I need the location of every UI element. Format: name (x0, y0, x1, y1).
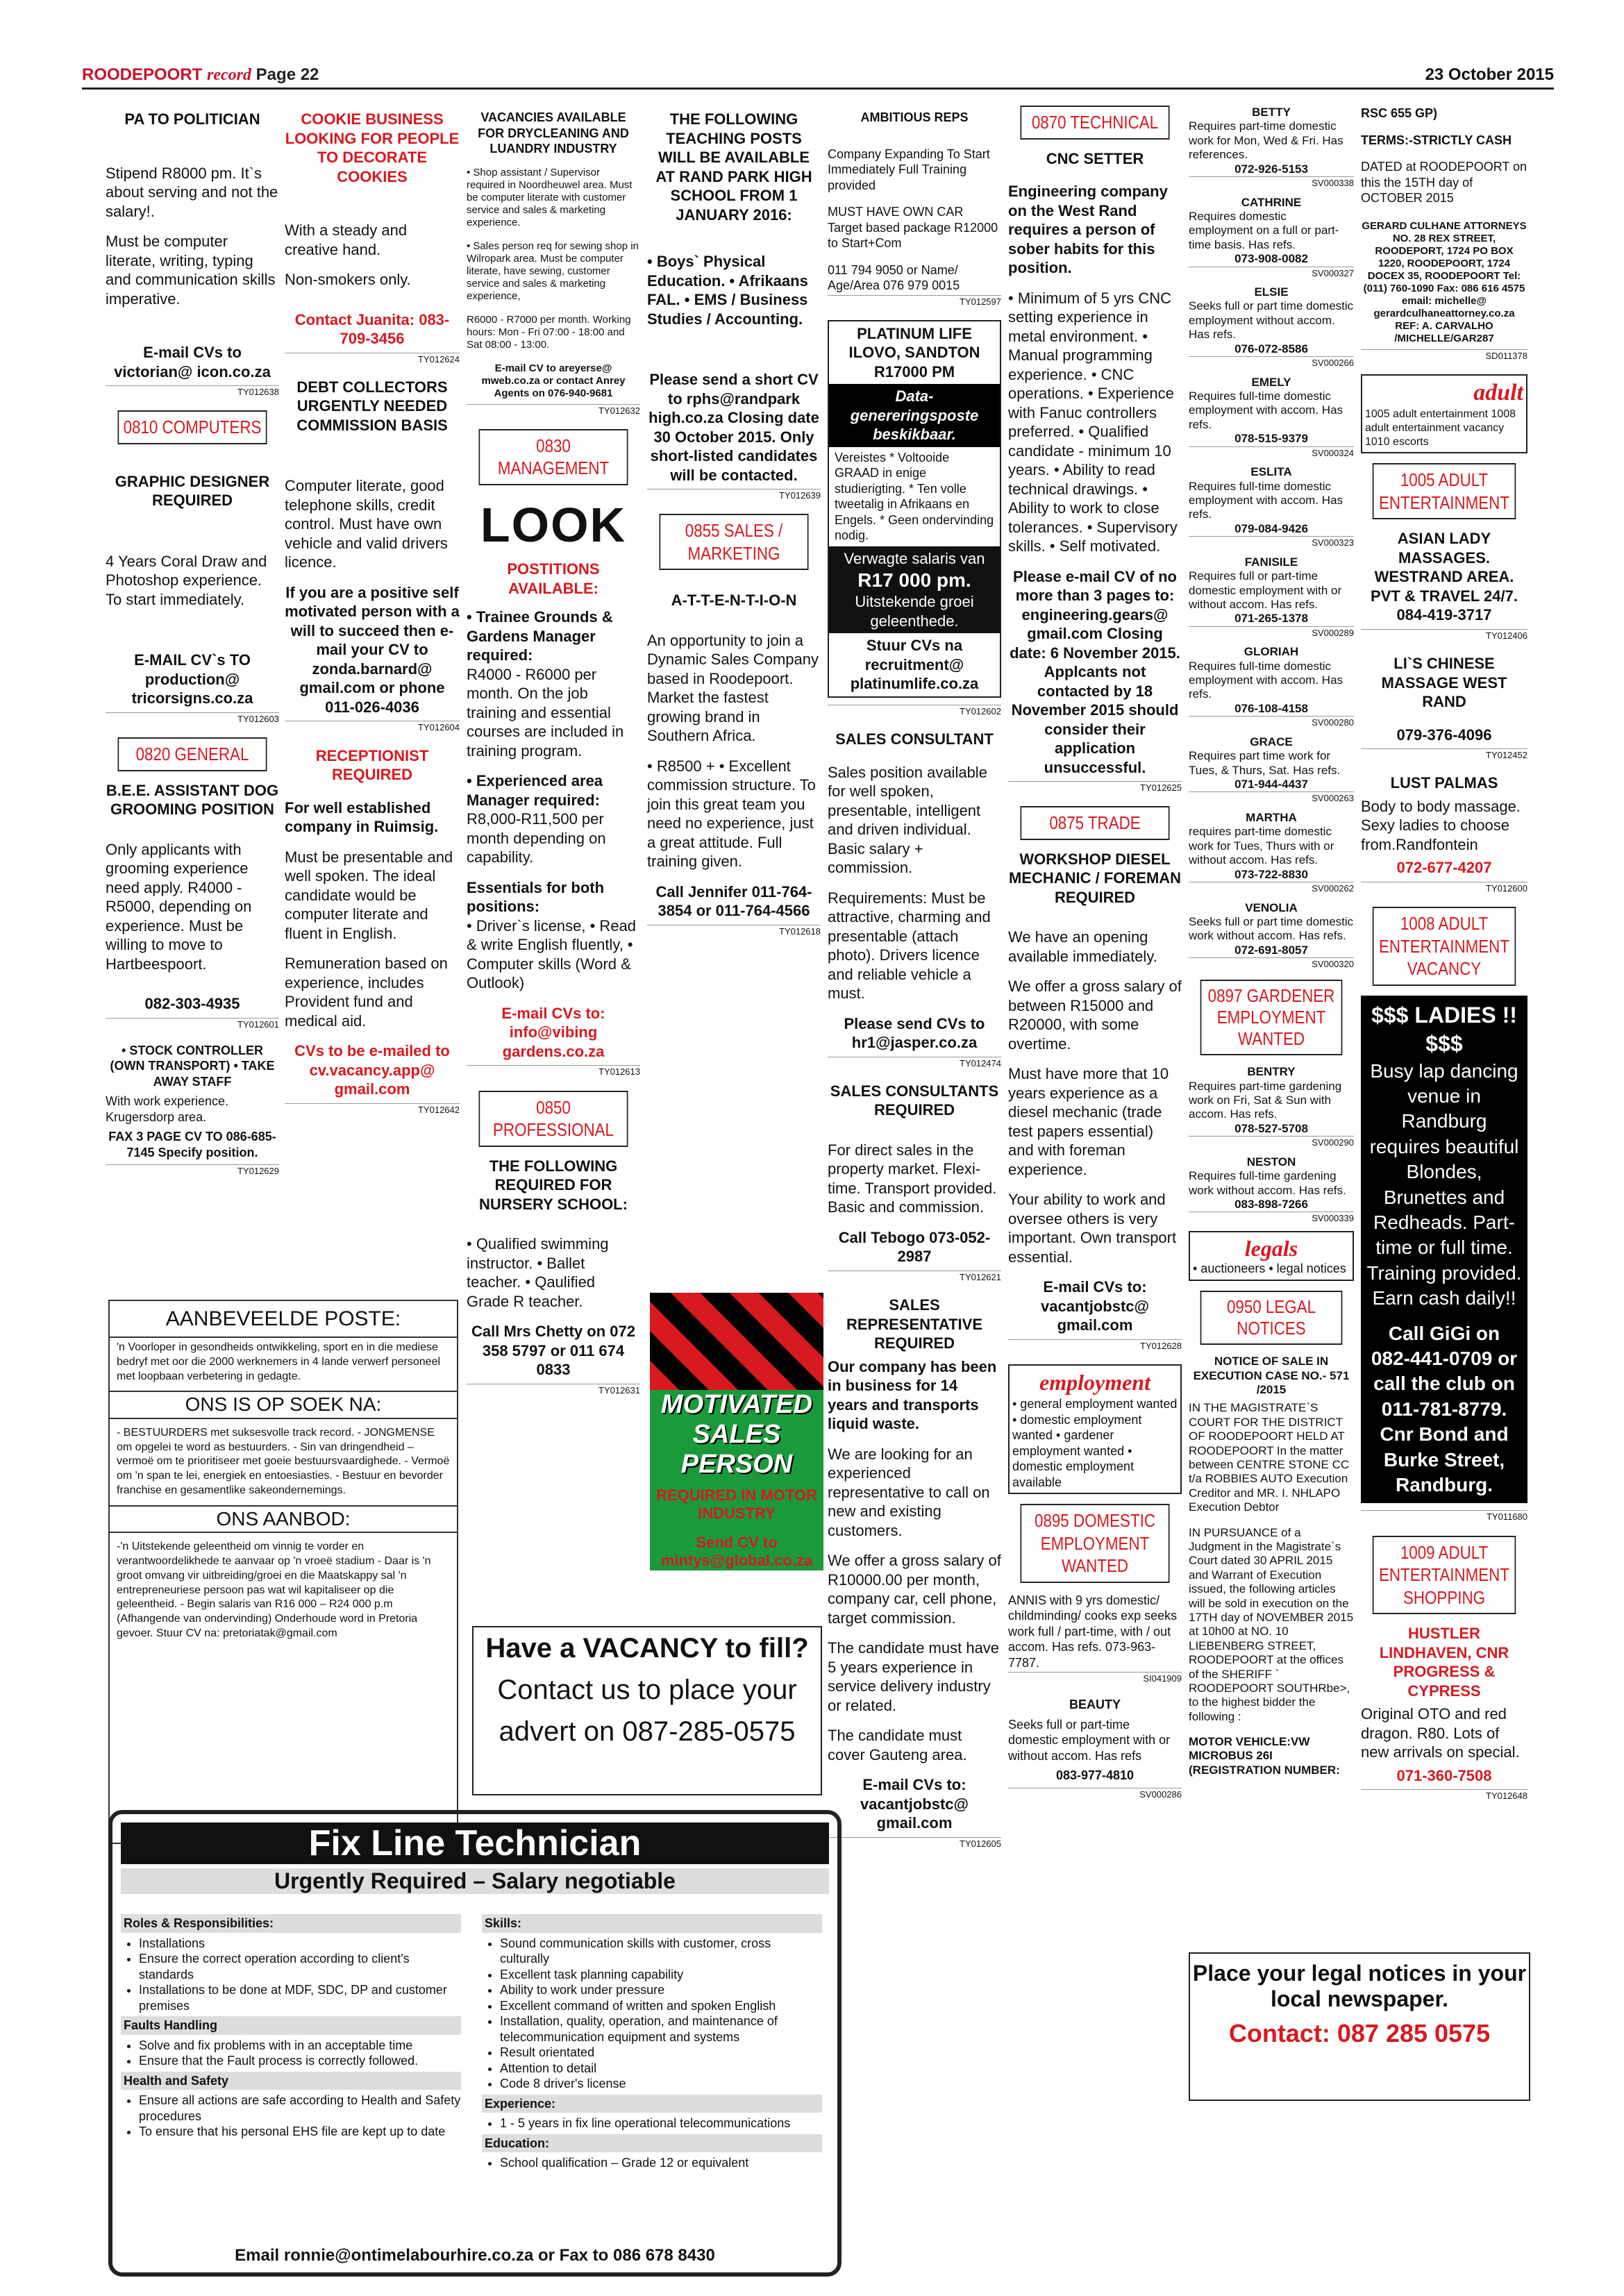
gardener-wanted-list (1189, 1065, 1354, 1224)
gd-email: E-MAIL CV`s TO production@ tricorsigns.co.za (131, 651, 253, 707)
list-item: • Ensure all actions are safe according to Health and Safety procedures (139, 2093, 461, 2124)
recep-ref: TY012642 (285, 1103, 460, 1116)
platinum-life-ad (828, 320, 1001, 698)
asian-ref: TY012406 (1361, 629, 1527, 642)
scr-body: For direct sales in the property market. Flexi-time. Transport provided. Basic and commission. (828, 1141, 997, 1216)
category-gardener: 0897 GARDENER EMPLOYMENT WANTED (1200, 980, 1343, 1056)
item-tel: 072-691-8057 (1234, 943, 1308, 957)
aanb-intro: 'n Voorloper in gesondheids ontwikkeling, sport en in die mediese bedryf met oor die 2000 werknemers in 4 lande verwerf personeel met loopbaan verbetering in gedagte. (117, 1341, 441, 1382)
item-ref: SV000280 (1189, 716, 1354, 728)
fix-hs-heading: Health and Safety (121, 2072, 461, 2090)
item-body: Seeks full or part time domestic employment without accom. Has refs. (1189, 299, 1354, 342)
pa-ref: TY012638 (106, 385, 279, 398)
cookie-heading: COOKIE BUSINESS LOOKING FOR PEOPLE TO DECORATE COOKIES (285, 110, 460, 185)
vacancy-body: Contact us to place your advert on 087-285-0575 (497, 1675, 797, 1747)
item-ref: SV000289 (1189, 626, 1354, 639)
item-body: Requires part-time gardening work on Fri, Sat & Sun with accom. Has refs. (1189, 1079, 1342, 1121)
asian-text: ASIAN LADY MASSAGES. WESTRAND AREA. PVT & TRAVEL 24/7. 084-419-3717 (1371, 530, 1518, 624)
list-item: • Ability to work under pressure (500, 1982, 822, 1998)
ea-heading: • Experienced area Manager required: (467, 772, 603, 809)
item-body: Seeks full or part time domestic work without accom. Has refs. (1189, 914, 1354, 943)
debt-body: Computer literate, good telephone skills, credit control. Must have own vehicle and valid drivers licence. (285, 477, 448, 571)
dm-email: E-mail CVs to: vacantjobstc@ gmail.com (1041, 1278, 1149, 1334)
ess-email: E-mail CVs to: info@vibing gardens.co.za (501, 1004, 605, 1060)
look-logo: LOOK (480, 497, 627, 552)
newspaper-page (82, 64, 1554, 2272)
legal-notices-ad (1189, 1952, 1530, 2101)
look-sub: POSTITIONS AVAILABLE: (507, 560, 600, 597)
lust-heading: LUST PALMAS (1390, 774, 1498, 792)
fix-line-technician-ad (108, 1810, 842, 2277)
item-tel: 078-515-9379 (1234, 432, 1308, 446)
item-ref: SV000327 (1189, 267, 1354, 279)
item-tel: 073-722-8830 (1234, 867, 1308, 881)
list-item: • Installations to be done at MDF, SDC, DP and customer premises (139, 1982, 461, 2013)
teach-send: Please send a short CV to rphs@randpark high.co.za Closing date 30 October 2015. Only short-listed candidates will be contacted. (648, 371, 819, 484)
classified-item (1189, 1155, 1354, 1224)
list-item: • Excellent task planning capability (500, 1967, 822, 1983)
ess-body: • Driver`s license, • Read & write English fluently, • Computer skills (Word & Outlook) (467, 916, 637, 992)
column-4 (647, 106, 821, 950)
sc-ref: TY012474 (828, 1057, 1001, 1069)
item-name: BENTRY (1247, 1065, 1296, 1079)
ess-ref: TY012613 (467, 1065, 640, 1078)
column-2 (285, 106, 460, 1128)
category-legal-notices: 0950 LEGAL NOTICES (1200, 1291, 1343, 1345)
srr-body-5: The candidate must cover Gauteng area. (828, 1727, 967, 1763)
list-item: • Excellent command of written and spoken English (500, 1998, 822, 2014)
masthead: ROODEPOORT record Page 22 (82, 65, 319, 84)
dm-body-2: We offer a gross salary of between R15000 and R20000, with some overtime. (1008, 978, 1182, 1053)
item-name: VENOLIA (1245, 900, 1298, 914)
cnc-heading: CNC SETTER (1046, 149, 1144, 167)
scr-ref: TY012621 (828, 1271, 1001, 1283)
list-item: • Code 8 driver's license (500, 2076, 822, 2092)
vacancy-title: Have a VACANCY to fill? (485, 1633, 809, 1664)
sc-send: Please send CVs to hr1@jasper.co.za (844, 1014, 985, 1051)
item-name: MARTHA (1246, 810, 1297, 824)
beauty-tel: 083-977-4810 (1055, 1768, 1135, 1783)
fix-skills-heading: Skills: (482, 1914, 822, 1933)
aanb-sec1: ONS IS OP SOEK NA: (110, 1391, 457, 1418)
gerard-text: GERARD CULHANE ATTORNEYS NO. 28 REX STREET, ROODEPORT, 1724 PO BOX 1220, ROODEPOORT, 1724 DOCEX 35, ROODEPOORT Tel: (011) 760-1090 Fax: 086 616 4575 email: michelle@ gerardculhaneattorney.co.za REF: A. CARVALHO /MICHELLE/GAR287 (1362, 219, 1527, 344)
hustler-ref: TY012648 (1361, 1789, 1527, 1802)
att-call: Call Jennifer 011-764-3854 or 011-764-4566 (655, 882, 812, 920)
item-ref: SV000324 (1189, 446, 1354, 459)
gerard-ref: SD011378 (1361, 349, 1527, 362)
list-item: • Installations (139, 1936, 461, 1952)
cnc-ref: TY012625 (1008, 781, 1182, 794)
amb-tel: 011 794 9050 or Name/ Age/Area 076 979 0015 (828, 262, 960, 292)
legal-ad-contact: Contact: 087 285 0575 (1228, 2019, 1491, 2047)
category-computers: 0810 COMPUTERS (118, 410, 267, 444)
fix-right (482, 1911, 822, 2171)
item-tel: 083-898-7266 (1234, 1197, 1308, 1211)
debt-heading: DEBT COLLECTORS URGENTLY NEEDED COMMISSION BASIS (296, 378, 448, 434)
scr-heading: SALES CONSULTANTS REQUIRED (830, 1082, 999, 1119)
li-tel: 079-376-4096 (1396, 726, 1492, 744)
fix-edu-heading: Education: (482, 2134, 822, 2153)
list-item: • Installation, quality, operation, and maintenance of telecommunication equipment and systems (500, 2013, 822, 2045)
stock-fax: FAX 3 PAGE CV TO 086-685-7145 Specify position. (108, 1130, 276, 1159)
gd-ref: TY012603 (106, 712, 279, 725)
sc-body: Sales position available for well spoken, presentable, intelligent and driven individual. Basic salary + commission. (828, 763, 987, 876)
legals-list: • auctioneers • legal notices (1193, 1262, 1346, 1276)
fix-title: Fix Line Technician (121, 1822, 829, 1864)
classified-item (1189, 285, 1354, 369)
recep-cv: CVs to be e-mailed to cv.vacancy.app@ gmail.com (294, 1042, 450, 1098)
scr-call: Call Tebogo 073-052-2987 (838, 1228, 991, 1266)
dm-body-4: Your ability to work and oversee others is very important. Own transport essential. (1008, 1191, 1177, 1266)
bee-tel: 082-303-4935 (144, 995, 240, 1012)
ladies-ref: TY011680 (1361, 1510, 1527, 1523)
ea-body: R8,000-R11,500 per month depending on capability. (467, 810, 606, 866)
plat-salary-value: R17 000 pm. (857, 569, 971, 592)
cnc-body: Engineering company on the West Rand requires a person of sober habits for this position. (1008, 183, 1168, 276)
tg-body: R4000 - R6000 per month. On the job training and essential courses are included in training program. (467, 665, 624, 760)
pa-body: Stipend R8000 pm. It`s about serving and not the salary!. (106, 164, 278, 220)
category-management: 0830 MANAGEMENT (479, 429, 628, 485)
item-ref: SV000339 (1189, 1212, 1354, 1224)
teach-heading: THE FOLLOWING TEACHING POSTS WILL BE AVAILABLE AT RAND PARK HIGH SCHOOL FROM 1 JANUARY 2016: (655, 110, 812, 224)
item-name: NESTON (1246, 1155, 1296, 1168)
plat-data: Data-genereringsposte beskikbaar. (829, 384, 1000, 447)
classified-item (1189, 555, 1354, 639)
srr-body-4: The candidate must have 5 years experience in service delivery industry or related. (828, 1639, 1000, 1714)
notice-body-3: MOTOR VEHICLE:VW MICROBUS 26I (REGISTRATION NUMBER: (1189, 1735, 1340, 1777)
list-item: • 1 - 5 years in fix line operational telecommunications (500, 2115, 822, 2131)
debt-body-2: If you are a positive self motivated person with a will to succeed then e-mail your CV to zonda.barnard@ gmail.com or phone 011-026-4036 (285, 583, 460, 716)
att-heading: A-T-T-E-N-T-I-O-N (671, 592, 797, 610)
item-name: CATHRINE (1241, 195, 1302, 209)
classified-item (1189, 811, 1354, 894)
recep-heading: RECEPTIONIST REQUIRED (315, 746, 429, 783)
hustler-tel: 071-360-7508 (1396, 1766, 1492, 1784)
classified-item (1189, 645, 1354, 728)
column-3 (467, 106, 640, 1409)
fix-exp-heading: Experience: (482, 2095, 822, 2113)
att-body-2: • R8500 + • Excellent commission structure. To join this great team you need no experience, just a great attitude. Full training given. (647, 757, 816, 871)
classified-item (1189, 106, 1354, 189)
item-name: EMELY (1251, 375, 1291, 389)
fix-exp-list (482, 2115, 822, 2131)
item-body: requires part-time domestic work for Tues, Thurs with or without accom. Has refs. (1189, 825, 1334, 867)
annis-ref: SI041909 (1008, 1672, 1182, 1684)
att-body: An opportunity to join a Dynamic Sales Company based in Roodepoort. Market the fastest growing brand in Southern Africa. (647, 631, 819, 745)
item-tel: 073-908-0082 (1234, 252, 1308, 266)
category-technical: 0870 TECHNICAL (1021, 106, 1170, 140)
fix-faults-heading: Faults Handling (121, 2016, 461, 2035)
plat-salary (829, 546, 1000, 634)
vac-ref: TY012632 (467, 404, 640, 417)
column-1 (106, 106, 279, 1190)
item-tel: 071-265-1378 (1234, 612, 1308, 626)
classified-item (1189, 1065, 1354, 1148)
srr-body: Our company has been in business for 14 years and transports liquid waste. (828, 1357, 997, 1432)
nurs-ref: TY012631 (467, 1384, 640, 1396)
vac-body: • Shop assistant / Supervisor required in Noordheuwel area. Must be computer literate with customer service and sales & marketing experience. (467, 166, 633, 228)
nurs-body: • Qualified swimming instructor. • Ballet teacher. • Qaulified Grade R teacher. (467, 1235, 609, 1310)
employment-heading: employment (1039, 1370, 1150, 1395)
plat-list: Vereistes * Voltooide GRAAD in enige studierigting. * Ten volle tweetalig in Afrikaans en Engels. * Geen ondervinding nodig. (835, 450, 994, 543)
classified-item (1189, 901, 1354, 970)
dated-text: DATED at ROODEPOORT on this the 15TH day of OCTOBER 2015 (1361, 160, 1527, 205)
recep-body-2: Must be presentable and well spoken. The ideal candidate would be computer literate and fluent in English. (285, 848, 453, 942)
sc-body-2: Requirements: Must be attractive, charming and presentable (attach photo). Drivers licence and reliable vehicle a must. (828, 889, 991, 1002)
list-item: • Ensure the correct operation according to client's standards (139, 1951, 461, 1982)
vac-body-2: • Sales person req for sewing shop in Wilropark area. Must be computer literate, have sewing, customer service and sales & marketing experience, (467, 240, 639, 302)
aanbeveelde-poste-ad (108, 1300, 458, 1844)
lust-body: Body to body massage. Sexy ladies to choose from.Randfontein (1361, 797, 1521, 853)
rsc-text: RSC 655 GP) (1361, 106, 1438, 120)
vac-body-3: R6000 - R7000 per month. Working hours: Mon - Fri 07:00 - 18:00 and Sat 08:00 - 13:00. (467, 313, 631, 351)
fix-faults-list (121, 2038, 461, 2069)
dm-ref: TY012628 (1008, 1339, 1182, 1352)
fix-sub: Urgently Required – Salary negotiable (121, 1868, 829, 1894)
fix-roles-heading: Roles & Responsibilities: (121, 1914, 461, 1933)
cookie-contact: Contact Juanita: 083-709-3456 (294, 310, 450, 347)
stock-heading: • STOCK CONTROLLER (OWN TRANSPORT) • TAKE AWAY STAFF (110, 1043, 275, 1089)
li-heading: LI`S CHINESE MASSAGE WEST RAND (1381, 655, 1507, 710)
item-ref: SV000262 (1189, 882, 1354, 894)
item-name: GLORIAH (1244, 645, 1299, 659)
item-tel: 076-108-4158 (1234, 701, 1308, 715)
ladies-title: $$$ LADIES !! $$$ (1371, 1002, 1517, 1057)
notice-body-2: IN PURSUANCE of a Judgment in the Magistrate`s Court dated 30 APRIL 2015 and Warrant of Execution issued, the following articles will be sold in execution on the 17TH day of NOVEMBER 2015 at 10h00 at NO. 10 LIEBENBERG STREET, ROODEPOORT at the offices of the SHERIFF ` ROODEPOORT SOUTHRbe>, to the highest bidder the following : (1189, 1525, 1354, 1723)
item-ref: SV000320 (1189, 957, 1354, 970)
item-name: FANISILE (1244, 555, 1298, 569)
fix-footer: Email ronnie@ontimelabourhire.co.za or Fax to 086 678 8430 (235, 2246, 715, 2265)
classified-item (1189, 376, 1354, 459)
beauty-body: Seeks full or part-time domestic employment with or without accom. Has refs (1008, 1717, 1171, 1763)
fix-skills-list (482, 1936, 822, 2092)
legal-ad-title: Place your legal notices in your local newspaper. (1192, 1961, 1527, 2011)
header-date: 23 October 2015 (1425, 65, 1554, 84)
aanb-list2: -'n Uitstekende geleentheid om vinnig te vorder en verantwoordelikhede te aanvaar op 'n vroeë stadium - Daar is 'n groot omvang vir uitbreiding/groei en die Maatskappy sal 'n entrepreneuriese persoon pas wat wil kapitaliseer op die geleentheid. - Begin salaris van R16 000 – R24 000 p.m (Afhangende van ondervinding) Onderhoude word in Pretoria gevoer. Stuur CV na: pretoriatak@gmail.com (117, 1541, 431, 1639)
aanb-list1: - BESTUURDERS met suksesvolle track record. - JONGMENSE om opgelei te word as bestuurders. - Sin van dringendheid – vermoë om te prioritiseer met goeie bestuursvaardighede. - Vermoë om 'n span te lei, energiek en entoesiasties. - Bestuur en bevorder franchise en gesamentlike sakeondernemings. (117, 1426, 450, 1496)
item-name: ELSIE (1254, 285, 1289, 299)
plat-ref: TY012602 (828, 705, 1001, 717)
column-7 (1189, 106, 1354, 1788)
legals-index (1189, 1231, 1354, 1281)
motiv-send: Send CV to mintys@global.co.za (660, 1534, 813, 1569)
employment-index (1008, 1364, 1182, 1494)
item-ref: SV000266 (1189, 356, 1354, 369)
item-body: Requires domestic employment on a full or part-time basis. Has refs. (1189, 209, 1339, 251)
item-body: Requires full-time gardening work without accom. Has refs. (1189, 1169, 1346, 1197)
motiv-sub: REQUIRED IN MOTOR INDUSTRY (656, 1486, 817, 1522)
fix-roles-list (121, 1936, 461, 2014)
item-body: Requires full-time domestic employment with accom. Has refs. (1189, 479, 1343, 521)
item-name: ESLITA (1250, 465, 1292, 479)
att-ref: TY012618 (647, 925, 821, 937)
aanb-title: AANBEVEELDE POSTE: (110, 1301, 457, 1338)
recep-body: For well established company in Ruimsig. (285, 798, 439, 835)
stock-ref: TY012629 (106, 1164, 279, 1177)
bee-heading: B.E.E. ASSISTANT DOG GROOMING POSITION (106, 781, 279, 818)
item-tel: 079-084-9426 (1234, 521, 1308, 535)
notice-heading: NOTICE OF SALE IN EXECUTION CASE NO.- 571 /2015 (1193, 1355, 1350, 1397)
li-ref: TY012452 (1361, 748, 1527, 761)
nurs-call: Call Mrs Chetty on 072 358 5797 or 011 674 0833 (471, 1323, 635, 1378)
cookie-body-2: Non-smokers only. (285, 271, 411, 288)
motiv-heading: MOTIVATED SALES PERSON (660, 1390, 813, 1479)
item-body: Requires part time work for Tues, & Thurs, Sat. Has refs. (1189, 749, 1341, 777)
srr-email: E-mail CVs to: vacantjobstc@ gmail.com (860, 1776, 969, 1832)
plat-send: Stuur CVs na recruitment@ platinumlife.co.za (829, 633, 1000, 696)
item-body: Requires full-time domestic employment with accom. Has refs. (1189, 389, 1343, 431)
list-item: • Sound communication skills with customer, cross culturally (500, 1936, 822, 1967)
srr-body-3: We offer a gross salary of R10000.00 per month, company car, cell phone, target commission. (828, 1552, 1001, 1627)
recep-body-3: Remuneration based on experience, includes Provident fund and medical aid. (285, 955, 448, 1030)
plat-salary-label: Verwagte salaris van (844, 549, 985, 567)
srr-ref: TY012605 (828, 1837, 1001, 1850)
adult-list: 1005 adult entertainment 1008 adult entertainment vacancy 1010 escorts (1365, 408, 1516, 449)
vac-email: E-mail CV to areyerse@ mweb.co.za or contact Anrey Agents on 076-940-9681 (481, 362, 626, 399)
bee-body: Only applicants with grooming experience need apply. R4000 - R5000, depending on experience. Must be willing to move to Hartbeespoort. (106, 840, 252, 973)
ess-heading: Essentials for both positions: (467, 878, 605, 916)
category-adult-entertainment: 1005 ADULT ENTERTAINMENT (1373, 463, 1516, 519)
item-ref: SV000323 (1189, 536, 1354, 548)
list-item: • Solve and fix problems with in an acceptable time (139, 2038, 461, 2054)
item-tel: 072-926-5153 (1234, 162, 1308, 176)
column-5 (828, 106, 1001, 1862)
item-name: GRACE (1250, 735, 1293, 748)
srr-heading: SALES REPRESENTATIVE REQUIRED (846, 1296, 982, 1352)
amb-heading: AMBITIOUS REPS (860, 110, 969, 124)
fix-hs-list (121, 2093, 461, 2140)
pa-email: E-mail CVs to victorian@ icon.co.za (114, 344, 271, 380)
motivated-sales-ad (650, 1293, 823, 1570)
hustler-heading: HUSTLER LINDHAVEN, CNR PROGRESS & CYPRESS (1379, 1625, 1509, 1700)
item-tel: 071-944-4437 (1234, 778, 1308, 791)
notice-body: IN THE MAGISTRATE`S COURT FOR THE DISTRICT OF ROODEPOORT HELD AT ROODEPOORT In the matter between CENTRE STONE CC t/a ROBBIES AUTO Execution Creditor and MR. I. NHLAPO Execution Debtor (1189, 1401, 1350, 1514)
ladies-ad (1361, 996, 1527, 1504)
tg-heading: • Trainee Grounds & Gardens Manager required: (467, 608, 613, 664)
item-body: Requires full or part-time domestic employment with or without accom. Has refs. (1189, 569, 1342, 611)
vac-heading: VACANCIES AVAILABLE FOR DRYCLEANING AND LUANDRY INDUSTRY (478, 110, 629, 156)
sc-heading: SALES CONSULTANT (835, 730, 994, 748)
dm-heading: WORKSHOP DIESEL MECHANIC / FOREMAN REQUIRED (1008, 850, 1182, 906)
item-body: Requires full-time domestic employment with accom. Has refs. (1189, 659, 1343, 701)
category-general: 0820 GENERAL (118, 737, 267, 771)
amb-body-2: MUST HAVE OWN CAR Target based package R12000 to Start+Com (828, 205, 998, 250)
legals-heading: legals (1244, 1235, 1298, 1261)
gd-body: 4 Years Coral Draw and Photoshop experience. To start immediately. (106, 552, 267, 608)
annis-body: ANNIS with 9 yrs domestic/ childminding/ cooks exp seeks work full / part-time, with / out accom. Has refs. 073-963- 7787. (1008, 1593, 1178, 1670)
amb-ref: TY012597 (828, 295, 1001, 308)
category-sales-marketing: 0855 SALES / MARKETING (660, 514, 809, 570)
adult-heading: adult (1473, 379, 1523, 405)
list-item: • To ensure that his personal EHS file are kept up to date (139, 2124, 461, 2140)
classified-item (1189, 465, 1354, 548)
cnc-list: • Minimum of 5 yrs CNC setting experience in metal environment. • Manual programming experience. • CNC operations. • Experience with Fanuc controllers preferred. • Qualified candidate - minimum 10 years. • Ability to read technical drawings. • Ability to work to close tolerances. • Supervisory skills. • Self motivated. (1008, 289, 1178, 555)
ladies-call: Call GiGi on 082-441-0709 or call the club on 011-781-8779. Cnr Bond and Burke Street, Randburg. (1371, 1322, 1518, 1495)
ladies-body: Busy lap dancing venue in Randburg requires beautiful Blondes, Brunettes and Redheads. Part-time or full time. Training provided. Earn cash daily!! (1366, 1059, 1522, 1309)
lust-ref: TY012600 (1361, 882, 1527, 894)
pa-body-2: Must be computer literate, writing, typing and communication skills imperative. (106, 233, 276, 308)
debt-ref: TY012604 (285, 721, 460, 733)
classified-item (1189, 735, 1354, 804)
item-ref: SV000338 (1189, 176, 1354, 189)
employment-list: • general employment wanted • domestic employment wanted • gardener employment wanted • domestic employment available (1012, 1397, 1178, 1489)
cnc-email: Please e-mail CV of no more than 3 pages to: engineering.gears@ gmail.com Closing date: 6 November 2015. Applcants not contacted by 18 November 2015 should consider their application unsuccessful. (1010, 567, 1180, 776)
domestic-wanted-list (1189, 106, 1354, 970)
category-adult-shopping: 1009 ADULT ENTERTAINMENT SHOPPING (1373, 1536, 1516, 1615)
dm-body: We have an opening available immediately. (1008, 928, 1157, 965)
dm-body-3: Must have more that 10 years experience as a diesel mechanic (trade test papers essential) and with foreman experience. (1008, 1065, 1169, 1178)
column-6 (1008, 106, 1182, 1813)
plat-growth: Uitstekende groei geleenthede. (855, 593, 974, 630)
lust-tel: 072-677-4207 (1396, 859, 1492, 877)
fix-edu-list (482, 2155, 822, 2171)
item-ref: SV000263 (1189, 791, 1354, 804)
list-item: • School qualification – Grade 12 or equivalent (500, 2155, 822, 2171)
beauty-heading: BEAUTY (1069, 1698, 1121, 1712)
item-body: Requires part-time domestic work for Mon, Wed & Fri. Has references. (1189, 119, 1343, 162)
teach-ref: TY012639 (647, 489, 821, 501)
aanb-sec2: ONS AANBOD: (110, 1505, 457, 1533)
category-professional: 0850 PROFESSIONAL (479, 1091, 628, 1147)
hustler-body: Original OTO and red dragon. R80. Lots of new arrivals on special. (1361, 1705, 1520, 1761)
terms-text: TERMS:-STRICTLY CASH (1361, 133, 1512, 147)
adult-index (1361, 374, 1527, 454)
classified-item (1189, 196, 1354, 279)
srr-body-2: We are looking for an experienced representative to call on new and existing customers. (828, 1445, 990, 1539)
category-adult-vacancy: 1008 ADULT ENTERTAINMENT VACANCY (1373, 907, 1516, 986)
amb-body: Company Expanding To Start Immediately Full Training provided (828, 146, 990, 192)
category-trade: 0875 TRADE (1021, 806, 1170, 840)
teach-list: • Boys` Physical Education. • Afrikaans FAL. • EMS / Business Studies / Accounting. (647, 253, 808, 328)
item-tel: 078-527-5708 (1234, 1121, 1308, 1135)
fix-left (121, 1911, 461, 2140)
vacancy-ad (472, 1626, 822, 1795)
list-item: • Result orientated (500, 2045, 822, 2061)
list-item: • Ensure that the Fault process is correctly followed. (139, 2053, 461, 2069)
plat-title: PLATINUM LIFE ILOVO, SANDTON R17000 PM (829, 321, 1000, 385)
checkered-flag-icon (650, 1293, 823, 1390)
beauty-ref: SV000286 (1008, 1788, 1182, 1800)
item-ref: SV000290 (1189, 1136, 1354, 1148)
column-8 (1361, 106, 1527, 1814)
stock-body: With work experience. Krugersdorp area. (106, 1094, 229, 1124)
cookie-body: With a steady and creative hand. (285, 221, 408, 258)
item-tel: 076-072-8586 (1234, 342, 1308, 355)
gd-heading: GRAPHIC DESIGNER REQUIRED (115, 472, 270, 510)
nurs-heading: THE FOLLOWING REQUIRED FOR NURSERY SCHOOL: (479, 1157, 628, 1213)
item-name: BETTY (1252, 106, 1291, 119)
page-header (82, 64, 1554, 90)
category-domestic: 0895 DOMESTIC EMPLOYMENT WANTED (1021, 1504, 1170, 1583)
bee-ref: TY012601 (106, 1018, 279, 1030)
list-item: • Attention to detail (500, 2061, 822, 2077)
pa-heading: PA TO POLITICIAN (124, 110, 260, 128)
cookie-ref: TY012624 (285, 353, 460, 365)
